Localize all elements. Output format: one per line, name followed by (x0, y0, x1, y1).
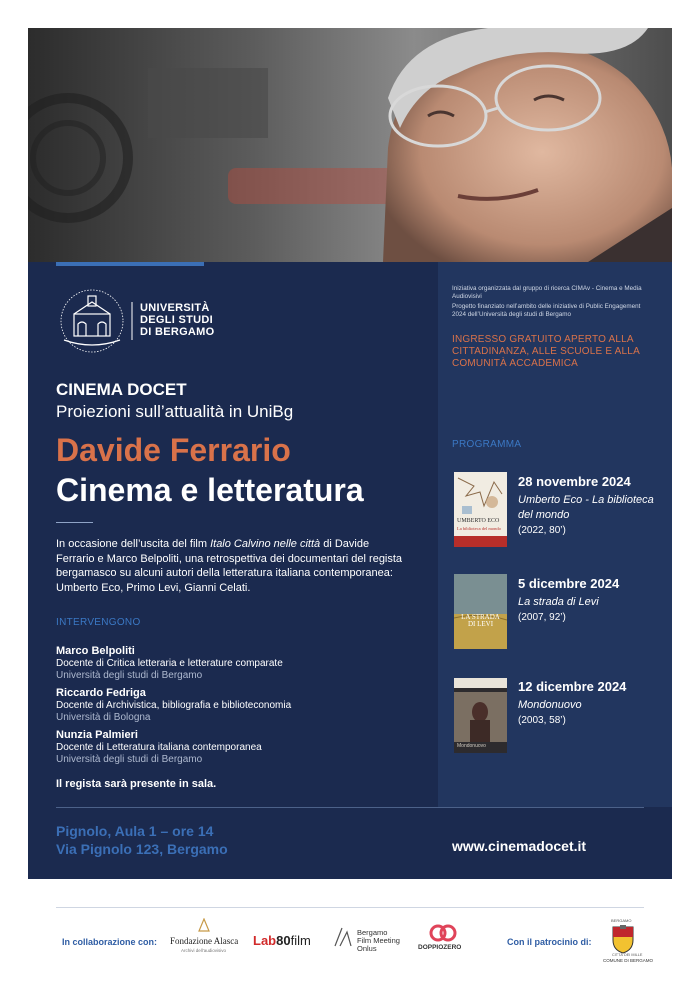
poster-la-strada-di-levi (454, 574, 507, 649)
partner-alasca-sub: Archivi dell’audiovisivo (181, 948, 227, 953)
intro-text-start: In occasione dell’uscita del film (56, 538, 211, 550)
university-line-2: DEGLI STUDI (140, 314, 213, 326)
speaker-university: Università di Bologna (56, 712, 151, 723)
university-line-3: DI BERGAMO (140, 326, 215, 338)
event-3-title: Mondonuovo (518, 699, 582, 711)
speaker-role: Docente di Critica letteraria e letterature comparate (56, 658, 283, 669)
poster-art-3 (454, 678, 507, 753)
poster-mondonuovo (454, 678, 507, 753)
bfm-line-3: Onlus (357, 944, 377, 953)
event-1-date: 28 novembre 2024 (518, 474, 631, 489)
venue-line-1: Pignolo, Aula 1 – ore 14 (56, 823, 214, 839)
intro-text-end: di Davide Ferrario e Marco Belpoliti, una retrospettiva dei documentari del regista bergamasco su alcuni autori della letteratura italiana contemporanea: Umberto Eco, Primo Levi, Gianni Celati. (56, 538, 403, 594)
speaker-university: Università degli studi di Bergamo (56, 754, 203, 765)
bfm-line-2: Film Meeting (357, 936, 400, 945)
divider (56, 522, 93, 523)
alasca-logo-icon (198, 918, 210, 932)
speaker-role: Docente di Letteratura italiana contemporanea (56, 742, 262, 753)
poster-art-2 (454, 574, 507, 649)
organizer-info (452, 285, 652, 318)
free-entry-notice: INGRESSO GRATUITO APERTO ALLA CITTADINANZA, ALLE SCUOLE E ALLA COMUNITÀ ACCADEMICA (452, 334, 640, 369)
poster-art-1 (454, 472, 507, 547)
speaker-3 (56, 728, 416, 766)
website-link[interactable]: www.cinemadocet.it (452, 838, 587, 854)
comune-crest-icon (610, 924, 636, 954)
lab80-part-1: Lab (253, 933, 277, 948)
poster-1-subtitle: La biblioteca del mondo (457, 526, 501, 531)
poster-2-title: LA STRADA DI LEVI (461, 613, 500, 628)
intro-paragraph (56, 537, 406, 595)
event-2-title: La strada di Levi (518, 596, 599, 608)
event-1-title: Umberto Eco - La biblioteca del mondo (518, 494, 654, 521)
speaker-role: Docente di Archivistica, bibliografia e biblioteconomia (56, 700, 292, 711)
hero-photo (28, 28, 672, 262)
partner-lab80 (253, 933, 311, 948)
venue-line-2: Via Pignolo 123, Bergamo (56, 841, 228, 857)
program-label: PROGRAMMA (452, 439, 522, 450)
event-3-meta: (2003, 58’) (518, 715, 566, 726)
speaker-name: Marco Belpoliti (56, 645, 135, 657)
headline-name: Davide Ferrario (56, 432, 291, 468)
organizer-line-1: Iniziativa organizzata dal gruppo di ricerca CIMAv - Cinema e Media Audiovisivi (452, 285, 642, 300)
partner-doppiozero: DOPPIOZERO (418, 944, 462, 951)
intro-film-title: Italo Calvino nelle città (210, 538, 321, 550)
event-3-date: 12 dicembre 2024 (518, 679, 627, 694)
venue (56, 822, 228, 858)
headline-theme: Cinema e letteratura (56, 472, 364, 508)
bfm-line-1: Bergamo (357, 928, 388, 937)
patronage-label: Con il patrocinio di: (507, 937, 592, 947)
partner-bfm (357, 929, 400, 953)
crest-bottom-text: CITTÀ DEI MILLE (612, 953, 643, 957)
university-name (140, 302, 215, 338)
bfm-logo-icon (332, 926, 354, 948)
accent-bar (56, 262, 204, 266)
event-2-date: 5 dicembre 2024 (518, 576, 620, 591)
speaker-name: Nunzia Palmieri (56, 729, 138, 741)
partner-comune: COMUNE DI BERGAMO (603, 958, 654, 963)
footer-divider (56, 907, 644, 908)
organizer-line-2: Progetto finanziato nell’ambito delle iniziative di Public Engagement 2024 dell’Università degli studi di Bergamo (452, 303, 641, 318)
event-1-meta: (2022, 80’) (518, 525, 566, 536)
event-2-meta: (2007, 92’) (518, 612, 566, 623)
poster-3-title: Mondonuovo (457, 743, 486, 749)
partner-alasca: Fondazione Alasca (170, 936, 239, 946)
poster-1-title: UMBERTO ECO (457, 518, 500, 524)
speakers-label: INTERVENGONO (56, 617, 141, 628)
speaker-name: Riccardo Fedriga (56, 687, 146, 699)
portrait-illustration (28, 28, 672, 262)
lab80-part-3: film (290, 933, 311, 948)
speaker-university: Università degli studi di Bergamo (56, 670, 203, 681)
crest-top-text: BERGAMO (611, 918, 632, 923)
speaker-1 (56, 644, 416, 682)
doppiozero-logo-icon (429, 924, 457, 942)
director-note: Il regista sarà presente in sala. (56, 778, 217, 790)
collaboration-label: In collaborazione con: (62, 937, 158, 947)
poster-umberto-eco (454, 472, 507, 547)
speaker-2 (56, 686, 416, 724)
series-subtitle: Proiezioni sull’attualità in UniBg (56, 402, 294, 421)
bottom-divider (56, 807, 644, 808)
lab80-part-2: 80 (276, 933, 291, 948)
series-title: CINEMA DOCET (56, 380, 187, 399)
university-line-1: UNIVERSITÀ (140, 302, 210, 314)
